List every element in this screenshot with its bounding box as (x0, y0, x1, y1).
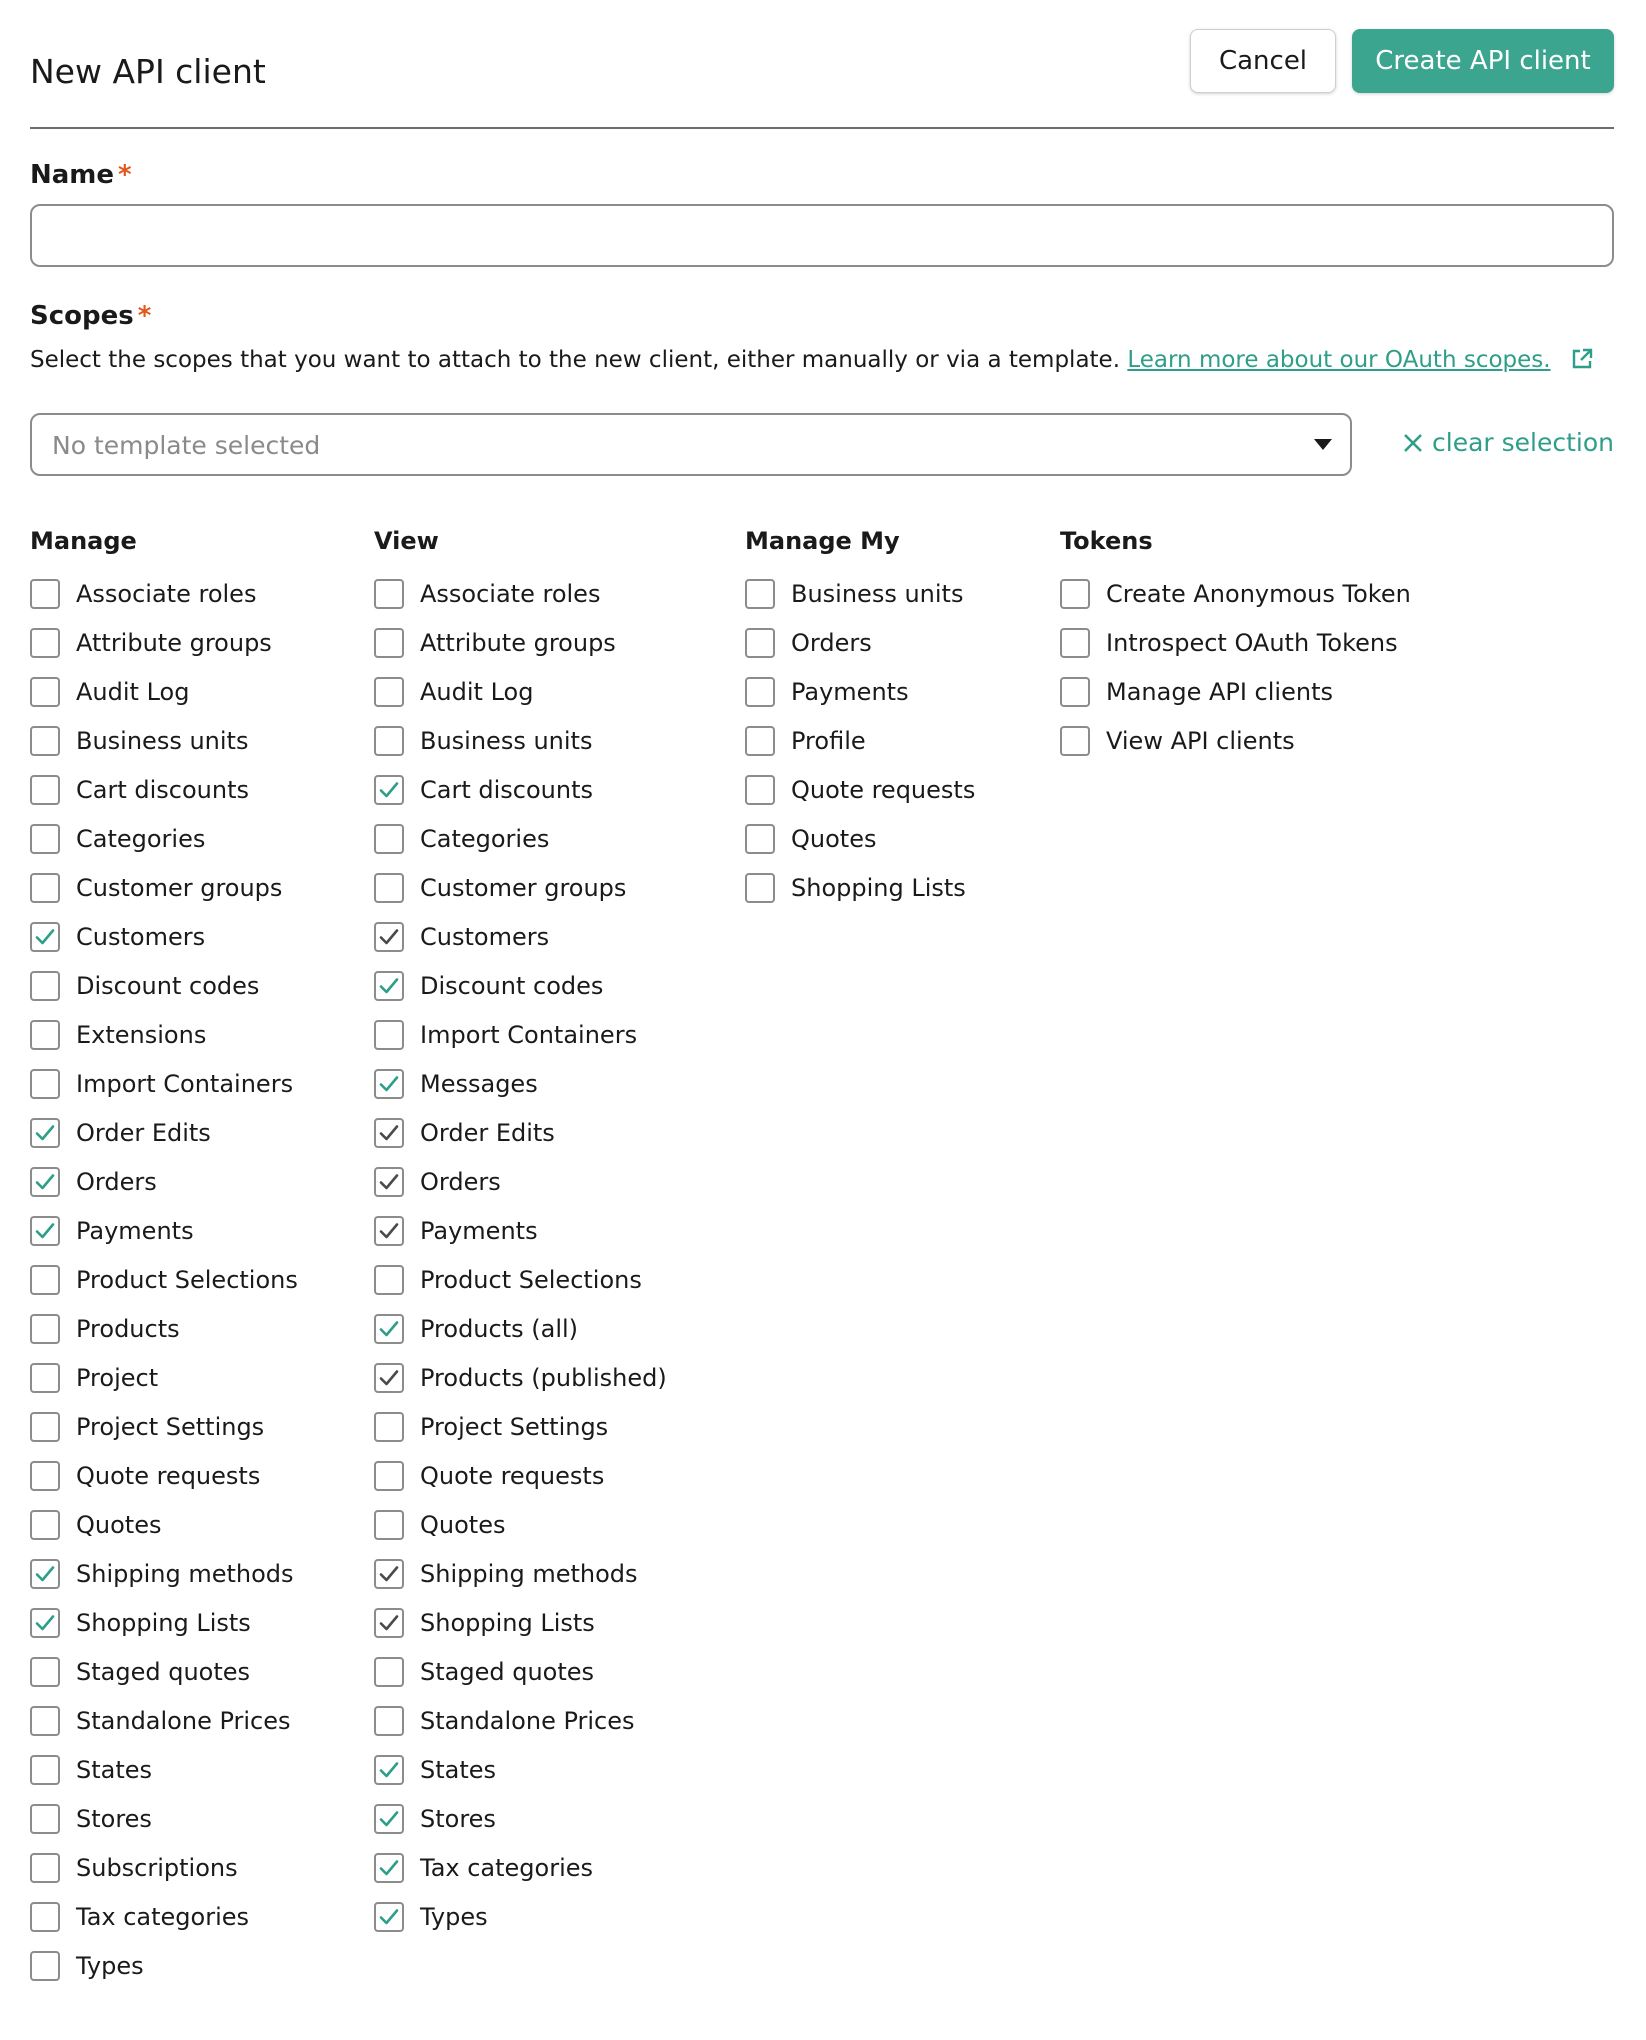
scope-checkbox-row[interactable] (30, 1304, 298, 1353)
checkmark-icon (377, 1611, 401, 1635)
checkbox-list (30, 569, 298, 1990)
scope-checkbox-row[interactable] (30, 961, 298, 1010)
clear-selection-button[interactable] (1402, 428, 1614, 460)
oauth-scopes-link[interactable]: Learn more about our OAuth scopes. (1127, 347, 1551, 373)
close-icon (1402, 431, 1424, 460)
scope-checkbox-row[interactable] (374, 1892, 667, 1941)
checkbox-label: Associate roles (76, 579, 257, 608)
checkbox-label: Payments (420, 1216, 538, 1245)
checkmark-icon (377, 778, 401, 802)
checkbox[interactable] (374, 1706, 404, 1736)
checkbox[interactable] (30, 971, 60, 1001)
scope-checkbox-row[interactable] (30, 765, 298, 814)
checkbox[interactable] (1060, 628, 1090, 658)
checkbox-checked[interactable] (374, 1118, 404, 1148)
page-title: New API client (30, 52, 266, 91)
checkbox-label: Profile (791, 726, 866, 755)
scope-checkbox-row[interactable] (30, 1647, 298, 1696)
scope-checkbox-row[interactable] (374, 1255, 667, 1304)
checkmark-icon (33, 1562, 57, 1586)
scope-checkbox-row[interactable] (374, 765, 667, 814)
scope-checkbox-row[interactable] (1060, 618, 1411, 667)
checkmark-icon (377, 925, 401, 949)
checkbox-label: Products (76, 1314, 180, 1343)
checkbox-label: Order Edits (76, 1118, 211, 1147)
scope-checkbox-row[interactable] (30, 1157, 298, 1206)
checkbox-checked[interactable] (30, 1216, 60, 1246)
checkbox[interactable] (30, 1706, 60, 1736)
checkbox-label: Customer groups (76, 873, 283, 902)
checkbox-label: View API clients (1106, 726, 1295, 755)
scope-checkbox-row[interactable] (374, 863, 667, 912)
checkbox-label: Standalone Prices (76, 1706, 291, 1735)
checkmark-icon (377, 1366, 401, 1390)
checkbox-label: Tax categories (420, 1853, 594, 1882)
scope-checkbox-row[interactable] (30, 1255, 298, 1304)
checkbox[interactable] (374, 579, 404, 609)
scope-checkbox-row[interactable] (30, 618, 298, 667)
scope-checkbox-row[interactable] (745, 618, 975, 667)
checkbox-label: Product Selections (76, 1265, 298, 1294)
checkbox[interactable] (30, 1951, 60, 1981)
checkbox-label: States (420, 1755, 497, 1784)
scope-checkbox-row[interactable] (30, 814, 298, 863)
checkbox-label: Categories (76, 824, 206, 853)
checkmark-icon (377, 1317, 401, 1341)
checkbox[interactable] (30, 1412, 60, 1442)
scope-checkbox-row[interactable] (374, 912, 667, 961)
checkbox-checked[interactable] (30, 1559, 60, 1589)
checkbox-label: Products (published) (420, 1363, 667, 1392)
scope-checkbox-row[interactable] (30, 1010, 298, 1059)
checkbox-label: Business units (791, 579, 964, 608)
checkbox-label: Customers (76, 922, 206, 951)
scope-checkbox-row[interactable] (374, 814, 667, 863)
checkbox-label: Shopping Lists (76, 1608, 251, 1637)
checkbox-label: Categories (420, 824, 550, 853)
checkbox-label: Import Containers (420, 1020, 638, 1049)
checkbox-label: Project (76, 1363, 159, 1392)
checkbox[interactable] (374, 1412, 404, 1442)
new-api-client-form (30, 0, 1614, 1980)
checkbox-label: Payments (791, 677, 909, 706)
checkmark-icon (33, 1219, 57, 1243)
checkbox-label: Business units (420, 726, 593, 755)
checkbox[interactable] (30, 1510, 60, 1540)
scopes-description (30, 347, 1594, 377)
scope-checkbox-row[interactable] (30, 1794, 298, 1843)
checkbox-checked[interactable] (374, 971, 404, 1001)
name-label (30, 160, 132, 190)
checkbox[interactable] (1060, 579, 1090, 609)
checkmark-icon (33, 1121, 57, 1145)
checkbox[interactable] (374, 1265, 404, 1295)
scope-checkbox-row[interactable] (30, 1353, 298, 1402)
checkbox-label: Shipping methods (420, 1559, 638, 1588)
checkbox[interactable] (30, 1020, 60, 1050)
checkbox[interactable] (374, 1461, 404, 1491)
checkmark-icon (377, 1905, 401, 1929)
checkbox-label: Shopping Lists (420, 1608, 595, 1637)
checkbox-label: States (76, 1755, 153, 1784)
checkbox-checked[interactable] (30, 1608, 60, 1638)
checkbox[interactable] (30, 677, 60, 707)
checkbox[interactable] (30, 1265, 60, 1295)
checkbox-label: Product Selections (420, 1265, 642, 1294)
checkbox[interactable] (1060, 677, 1090, 707)
checkbox[interactable] (374, 628, 404, 658)
checkbox-label: Customer groups (420, 873, 627, 902)
scope-checkbox-row[interactable] (1060, 569, 1411, 618)
checkbox[interactable] (30, 775, 60, 805)
scope-checkbox-row[interactable] (30, 912, 298, 961)
checkbox-label: Types (76, 1951, 144, 1980)
checkbox-checked[interactable] (374, 1167, 404, 1197)
name-label-text: Name (30, 160, 115, 190)
checkmark-icon (377, 974, 401, 998)
checkbox-checked[interactable] (374, 775, 404, 805)
column-title: Tokens (1060, 527, 1153, 555)
checkmark-icon (33, 1170, 57, 1194)
checkbox-list (745, 569, 975, 912)
scope-checkbox-row[interactable] (374, 1010, 667, 1059)
checkbox-label: Products (all) (420, 1314, 579, 1343)
checkbox-label: Cart discounts (420, 775, 593, 804)
checkbox-label: Orders (76, 1167, 157, 1196)
scope-column-tokens (1060, 521, 1411, 765)
scope-checkbox-row[interactable] (30, 1451, 298, 1500)
checkbox[interactable] (30, 1755, 60, 1785)
checkbox-label: Messages (420, 1069, 538, 1098)
checkbox[interactable] (745, 775, 775, 805)
scope-checkbox-row[interactable] (374, 1696, 667, 1745)
checkbox-label: Discount codes (76, 971, 260, 1000)
scope-checkbox-row[interactable] (374, 667, 667, 716)
checkbox-checked[interactable] (374, 1804, 404, 1834)
checkbox[interactable] (745, 726, 775, 756)
checkbox[interactable] (30, 628, 60, 658)
scope-checkbox-row[interactable] (30, 1500, 298, 1549)
checkbox-label: Staged quotes (76, 1657, 251, 1686)
checkbox-label: Import Containers (76, 1069, 294, 1098)
checkbox-label: Quote requests (420, 1461, 605, 1490)
checkbox-list (1060, 569, 1411, 765)
checkbox-label: Staged quotes (420, 1657, 595, 1686)
checkbox[interactable] (374, 873, 404, 903)
checkbox[interactable] (30, 1314, 60, 1344)
checkmark-icon (33, 925, 57, 949)
column-title: Manage My (745, 527, 900, 555)
checkmark-icon (377, 1219, 401, 1243)
scope-column-view (374, 521, 667, 1941)
checkbox-label: Attribute groups (76, 628, 272, 657)
checkbox-label: Quote requests (791, 775, 976, 804)
checkmark-icon (377, 1121, 401, 1145)
checkbox-label: Audit Log (76, 677, 190, 706)
scope-checkbox-row[interactable] (30, 1843, 298, 1892)
checkbox[interactable] (30, 1363, 60, 1393)
checkbox[interactable] (1060, 726, 1090, 756)
checkbox-label: Attribute groups (420, 628, 616, 657)
scope-column-manage (30, 521, 298, 1990)
checkmark-icon (377, 1072, 401, 1096)
checkmark-icon (33, 1611, 57, 1635)
checkbox-label: Quotes (791, 824, 877, 853)
checkbox-label: Subscriptions (76, 1853, 238, 1882)
checkbox[interactable] (745, 628, 775, 658)
clear-selection-label: clear selection (1432, 428, 1614, 457)
checkbox[interactable] (30, 1069, 60, 1099)
column-title: View (374, 527, 439, 555)
scope-checkbox-row[interactable] (374, 961, 667, 1010)
scope-checkbox-row[interactable] (30, 1402, 298, 1451)
scope-checkbox-row[interactable] (374, 1500, 667, 1549)
checkbox-checked[interactable] (30, 922, 60, 952)
scope-checkbox-row[interactable] (374, 569, 667, 618)
checkbox[interactable] (745, 873, 775, 903)
template-placeholder: No template selected (52, 431, 321, 460)
scope-checkbox-row[interactable] (30, 1108, 298, 1157)
scope-checkbox-row[interactable] (30, 1059, 298, 1108)
scope-checkbox-row[interactable] (374, 1598, 667, 1647)
checkbox-label: Cart discounts (76, 775, 249, 804)
checkbox[interactable] (374, 1020, 404, 1050)
create-api-client-button[interactable]: Create API client (1352, 29, 1614, 93)
checkbox-label: Discount codes (420, 971, 604, 1000)
scope-checkbox-row[interactable] (374, 1353, 667, 1402)
scope-checkbox-row[interactable] (374, 1108, 667, 1157)
scope-checkbox-row[interactable] (374, 1206, 667, 1255)
scope-checkbox-row[interactable] (374, 1794, 667, 1843)
scope-checkbox-row[interactable] (374, 1157, 667, 1206)
checkbox[interactable] (374, 824, 404, 854)
checkbox-label: Audit Log (420, 677, 534, 706)
scope-checkbox-row[interactable] (745, 814, 975, 863)
scope-checkbox-row[interactable] (745, 667, 975, 716)
scope-checkbox-row[interactable] (374, 716, 667, 765)
checkbox-label: Quotes (420, 1510, 506, 1539)
checkbox[interactable] (745, 579, 775, 609)
caret-down-icon (1314, 439, 1332, 450)
checkbox-label: Payments (76, 1216, 194, 1245)
required-asterisk: * (137, 301, 152, 331)
scope-checkbox-row[interactable] (374, 1647, 667, 1696)
checkbox[interactable] (30, 1461, 60, 1491)
scope-checkbox-row[interactable] (30, 1941, 298, 1990)
checkbox-label: Project Settings (420, 1412, 609, 1441)
checkmark-icon (377, 1856, 401, 1880)
checkbox[interactable] (374, 1657, 404, 1687)
checkbox-label: Business units (76, 726, 249, 755)
checkbox-checked[interactable] (374, 1755, 404, 1785)
checkbox-checked[interactable] (374, 1314, 404, 1344)
checkbox-checked[interactable] (374, 1853, 404, 1883)
scope-checkbox-row[interactable] (374, 1451, 667, 1500)
scope-checkbox-row[interactable] (30, 1696, 298, 1745)
required-asterisk: * (118, 160, 132, 190)
checkbox[interactable] (745, 824, 775, 854)
checkmark-icon (377, 1758, 401, 1782)
scope-checkbox-row[interactable] (745, 863, 975, 912)
scope-checkbox-row[interactable] (374, 1745, 667, 1794)
scope-checkbox-row[interactable] (30, 1206, 298, 1255)
checkbox[interactable] (30, 1902, 60, 1932)
checkbox-label: Extensions (76, 1020, 207, 1049)
scope-checkbox-row[interactable] (374, 1304, 667, 1353)
checkbox-label: Manage API clients (1106, 677, 1333, 706)
checkbox-label: Stores (420, 1804, 496, 1833)
scope-checkbox-row[interactable] (30, 1892, 298, 1941)
scope-checkbox-row[interactable] (30, 1598, 298, 1647)
scope-checkbox-row[interactable] (30, 1745, 298, 1794)
scopes-label-text: Scopes (30, 301, 134, 331)
checkbox[interactable] (30, 824, 60, 854)
checkbox-label: Order Edits (420, 1118, 555, 1147)
scope-checkbox-row[interactable] (745, 569, 975, 618)
scope-checkbox-row[interactable] (30, 1549, 298, 1598)
scope-checkbox-row[interactable] (374, 1549, 667, 1598)
scope-checkbox-row[interactable] (30, 863, 298, 912)
checkbox[interactable] (30, 1804, 60, 1834)
checkbox-checked[interactable] (374, 1363, 404, 1393)
checkbox-checked[interactable] (374, 922, 404, 952)
checkbox[interactable] (745, 677, 775, 707)
scope-checkbox-row[interactable] (1060, 667, 1411, 716)
scope-checkbox-row[interactable] (745, 765, 975, 814)
checkbox-label: Stores (76, 1804, 152, 1833)
name-input[interactable] (30, 204, 1614, 267)
checkbox-label: Introspect OAuth Tokens (1106, 628, 1398, 657)
checkbox-checked[interactable] (374, 1216, 404, 1246)
checkbox-label: Quotes (76, 1510, 162, 1539)
checkbox-checked[interactable] (30, 1167, 60, 1197)
cancel-button[interactable]: Cancel (1190, 29, 1336, 93)
checkbox[interactable] (374, 1510, 404, 1540)
checkbox-checked[interactable] (30, 1118, 60, 1148)
template-select[interactable] (30, 413, 1352, 476)
checkbox-checked[interactable] (374, 1902, 404, 1932)
checkbox-label: Orders (791, 628, 872, 657)
scope-checkbox-row[interactable] (374, 1843, 667, 1892)
scope-checkbox-row[interactable] (1060, 716, 1411, 765)
checkbox[interactable] (30, 1853, 60, 1883)
checkbox-label: Shopping Lists (791, 873, 966, 902)
checkbox-label: Types (420, 1902, 488, 1931)
checkbox-checked[interactable] (374, 1069, 404, 1099)
checkbox[interactable] (30, 579, 60, 609)
checkbox-list (374, 569, 667, 1941)
scope-checkbox-row[interactable] (30, 716, 298, 765)
checkbox-label: Create Anonymous Token (1106, 579, 1411, 608)
scope-column-manage-my (745, 521, 975, 912)
scopes-description-text: Select the scopes that you want to attach to the new client, either manually or via a template. (30, 347, 1121, 373)
checkbox-label: Orders (420, 1167, 501, 1196)
checkbox-checked[interactable] (374, 1608, 404, 1638)
checkbox-label: Standalone Prices (420, 1706, 635, 1735)
scope-checkbox-row[interactable] (374, 618, 667, 667)
checkmark-icon (377, 1562, 401, 1586)
checkbox[interactable] (30, 726, 60, 756)
column-title: Manage (30, 527, 137, 555)
checkbox-label: Shipping methods (76, 1559, 294, 1588)
scope-checkbox-row[interactable] (745, 716, 975, 765)
checkbox[interactable] (30, 873, 60, 903)
checkbox[interactable] (374, 726, 404, 756)
checkbox-checked[interactable] (374, 1559, 404, 1589)
checkbox-label: Quote requests (76, 1461, 261, 1490)
page-header (30, 0, 1614, 129)
scope-checkbox-row[interactable] (374, 1059, 667, 1108)
checkbox[interactable] (30, 1657, 60, 1687)
checkbox[interactable] (374, 677, 404, 707)
checkbox-label: Tax categories (76, 1902, 250, 1931)
scope-checkbox-row[interactable] (374, 1402, 667, 1451)
checkmark-icon (377, 1170, 401, 1194)
scopes-label (30, 301, 151, 331)
checkbox-label: Associate roles (420, 579, 601, 608)
checkbox-label: Customers (420, 922, 550, 951)
scope-checkbox-row[interactable] (30, 569, 298, 618)
scope-checkbox-row[interactable] (30, 667, 298, 716)
checkmark-icon (377, 1807, 401, 1831)
checkbox-label: Project Settings (76, 1412, 265, 1441)
external-link-icon[interactable] (1570, 347, 1594, 377)
